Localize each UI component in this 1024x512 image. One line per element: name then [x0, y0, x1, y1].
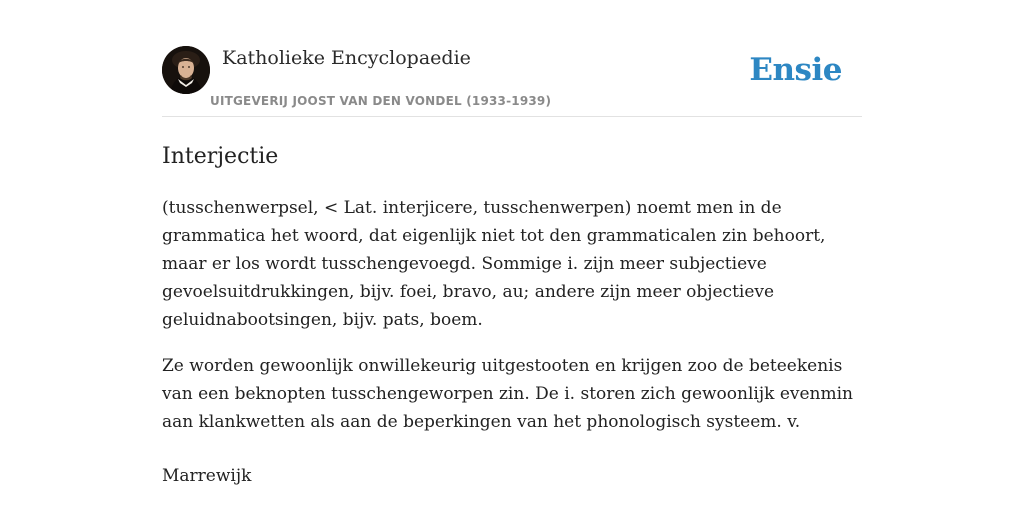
source-title[interactable]: Katholieke Encyclopaedie	[222, 47, 471, 69]
brand-logo[interactable]: Ensie	[749, 52, 842, 88]
article-title: Interjectie	[162, 144, 279, 169]
avatar[interactable]	[162, 46, 210, 94]
article-paragraph: (tusschenwerpsel, < Lat. interjicere, tusschenwerpen) noemt men in de grammatica het woord, dat eigenlijk niet tot den grammaticalen zin behoort, maar er los wordt tusschengevoegd. Sommige i. zijn meer subjectieve gevoelsuitdrukkingen, bijv. foei, bravo, au; andere zijn meer objectieve geluidnabootsingen, bijv. pats, boem.	[162, 198, 826, 330]
page	[162, 0, 862, 490]
article-body	[162, 194, 862, 436]
article-author: Marrewijk	[162, 466, 252, 486]
publisher-label: UITGEVERIJ JOOST VAN DEN VONDEL (1933-1939)	[210, 94, 552, 108]
article-paragraph: Ze worden gewoonlijk onwillekeurig uitgestooten en krijgen zoo de beteekenis van een beknopten tusschengeworpen zin. De i. storen zich gewoonlijk evenmin aan klankwetten als aan de beperkingen van het phonologisch systeem. v.	[162, 356, 854, 432]
portrait-icon	[162, 46, 210, 94]
source-header	[162, 0, 862, 117]
